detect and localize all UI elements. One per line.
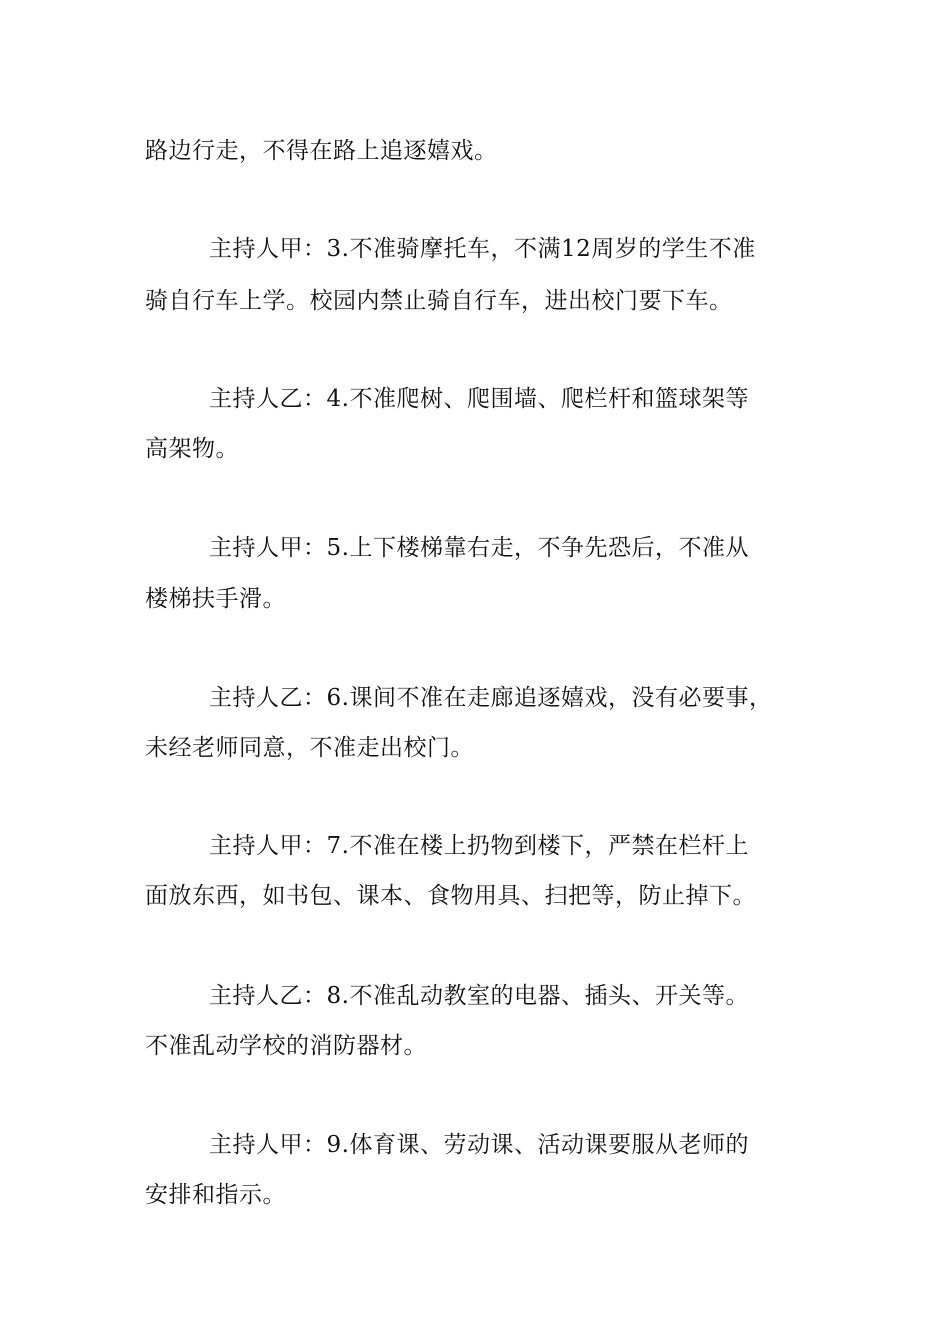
paragraph-line: 主持人乙：4.不准爬树、爬围墙、爬栏杆和篮球架等 xyxy=(209,386,749,412)
paragraph-line: 主持人甲：5.上下楼梯靠右走，不争先恐后，不准从 xyxy=(209,535,749,561)
paragraph-line: 主持人甲：7.不准在楼上扔物到楼下，严禁在栏杆上 xyxy=(209,833,749,859)
paragraph-line: 主持人乙：6.课间不准在走廊追逐嬉戏，没有必要事， xyxy=(209,685,773,711)
paragraph-line: 骑自行车上学。校园内禁止骑自行车，进出校门要下车。 xyxy=(145,288,733,314)
paragraph-line: 主持人甲：3.不准骑摩托车，不满12周岁的学生不准 xyxy=(209,236,756,262)
paragraph-line: 主持人乙：8.不准乱动教室的电器、插头、开关等。 xyxy=(209,983,749,1009)
paragraph-line: 不准乱动学校的消防器材。 xyxy=(145,1033,427,1059)
paragraph-line: 楼梯扶手滑。 xyxy=(145,586,286,612)
paragraph-line: 高架物。 xyxy=(145,436,239,462)
paragraph-line: 面放东西，如书包、课本、食物用具、扫把等，防止掉下。 xyxy=(145,883,756,909)
paragraph-line: 主持人甲：9.体育课、劳动课、活动课要服从老师的 xyxy=(209,1132,749,1158)
paragraph-line: 未经老师同意，不准走出校门。 xyxy=(145,735,474,761)
paragraph-line: 路边行走，不得在路上追逐嬉戏。 xyxy=(145,138,498,164)
paragraph-line: 安排和指示。 xyxy=(145,1182,286,1208)
